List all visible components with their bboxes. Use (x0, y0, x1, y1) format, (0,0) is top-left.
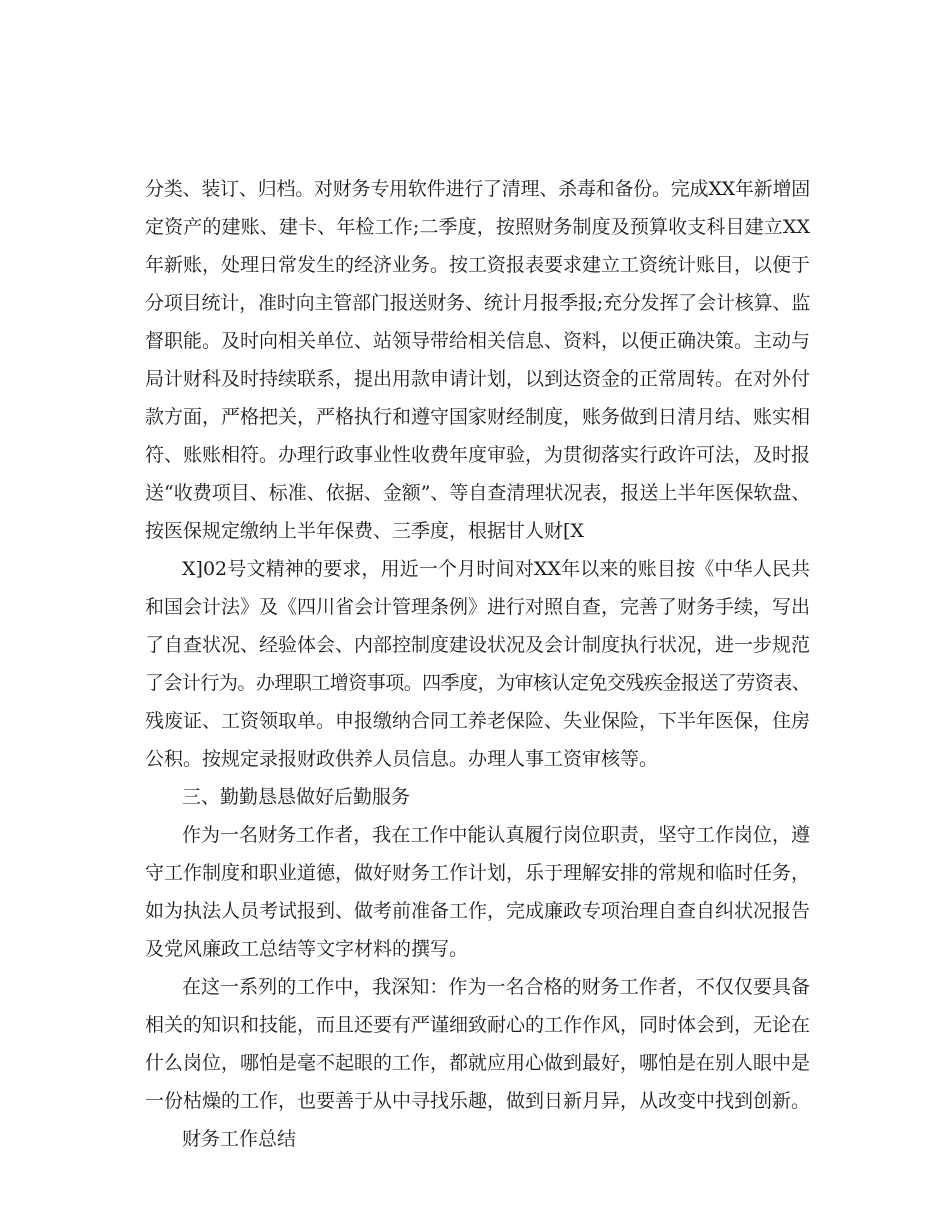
text-line: 什么岗位，哪怕是毫不起眼的工作，都就应用心做到最好，哪怕是在别人眼中是 (145, 1052, 811, 1074)
text-line: 三、勤勤恳恳做好后勤服务 (182, 786, 411, 808)
text-line: 按医保规定缴纳上半年保费、三季度，根据甘人财[X (145, 520, 584, 542)
text-line: 财务工作总结 (182, 1128, 297, 1150)
text-line: 相关的知识和技能，而且还要有严谨细致耐心的工作作风，同时体会到，无论在 (145, 1014, 811, 1036)
text-line: 作为一名财务工作者，我在工作中能认真履行岗位职责，坚守工作岗位，遵 (182, 824, 810, 846)
text-line: 款方面，严格把关，严格执行和遵守国家财经制度，账务做到日清月结、账实相 (145, 406, 811, 428)
text-line: 符、账账相符。办理行政事业性收费年度审验，为贯彻落实行政许可法，及时报 (145, 444, 811, 466)
text-line: 在这一系列的工作中，我深知：作为一名合格的财务工作者，不仅仅要具备 (182, 976, 810, 998)
text-line: 公积。按规定录报财政供养人员信息。办理人事工资审核等。 (145, 748, 659, 770)
document-body (145, 170, 810, 1158)
text-line: 残废证、工资领取单。申报缴纳合同工养老保险、失业保险，下半年医保，住房 (145, 710, 811, 732)
text-line: 分项目统计，准时向主管部门报送财务、统计月报季报;充分发挥了会计核算、监 (145, 292, 810, 314)
text-line: 年新账，处理日常发生的经济业务。按工资报表要求建立工资统计账目，以便于 (145, 254, 811, 276)
text-line: 及党风廉政工总结等文字材料的撰写。 (145, 938, 469, 960)
text-line: 一份枯燥的工作，也要善于从中寻找乐趣，做到日新月异，从改变中找到创新。 (145, 1090, 811, 1112)
text-line: 送“收费项目、标准、依据、金额”、等自查清理状况表，报送上半年医保软盘、 (145, 482, 811, 504)
text-line: 分类、装订、归档。对财务专用软件进行了清理、杀毒和备份。完成XX年新增固 (145, 178, 810, 200)
text-line: 如为执法人员考试报到、做考前准备工作，完成廉政专项治理自查自纠状况报告 (145, 900, 811, 922)
text-line: 了会计行为。办理职工增资事项。四季度，为审核认定免交残疾金报送了劳资表、 (145, 672, 810, 694)
text-line: 和国会计法》及《四川省会计管理条例》进行对照自查，完善了财务手续，写出 (145, 596, 811, 618)
text-line: 定资产的建账、建卡、年检工作;二季度，按照财务制度及预算收支科目建立XX (145, 216, 810, 238)
text-line: 了自查状况、经验体会、内部控制度建设状况及会计制度执行状况，进一步规范 (145, 634, 811, 656)
text-line: 局计财科及时持续联系，提出用款申请计划，以到达资金的正常周转。在对外付 (145, 368, 811, 390)
text-line: 守工作制度和职业道德，做好财务工作计划，乐于理解安排的常规和临时任务， (145, 862, 811, 884)
text-line: X]02号文精神的要求，用近一个月时间对XX年以来的账目按《中华人民共 (182, 558, 810, 580)
text-line: 督职能。及时向相关单位、站领导带给相关信息、资料，以便正确决策。主动与 (145, 330, 811, 352)
